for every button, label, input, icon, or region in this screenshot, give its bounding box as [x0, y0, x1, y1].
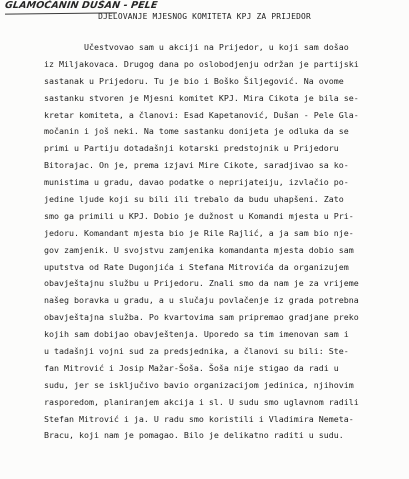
- body-line: obavještajnu službu u Prijedoru. Znali smo da nam je za vrijeme: [44, 278, 359, 289]
- body-line: u tadašnji vojni sud za predsjednika, a članovi su bili: Ste-: [44, 346, 349, 357]
- body-line: obavještajna služba. Po kvartovima sam pripremao gradjane preko: [44, 312, 359, 323]
- body-line: smo ga primili u KPJ. Dobio je dužnost u Komandi mjesta u Pri-: [44, 210, 354, 221]
- body-line: jedoru. Komandant mjesta bio je Rile Rajlić, a ja sam bio nje-: [44, 227, 354, 238]
- document-body: [44, 39, 404, 444]
- body-line: sastanku stvoren je Mjesni komitet KPJ. Mira Cikota je bila se-: [44, 92, 359, 103]
- document-title: DJELOVANJE MJESNOG KOMITETA KPJ ZA PRIJEDOR: [98, 12, 311, 21]
- body-line: Učestvovao sam u akciji na Prijedor, u koji sam došao: [44, 42, 349, 52]
- body-line: Stefan Mitrović i ja. U radu smo koristili i Vladimira Nemeta-: [44, 413, 354, 424]
- body-line: uputstva od Rate Dugonjića i Stefana Mitrovića da organizujem: [44, 261, 349, 272]
- body-line: našeg boravka u gradu, a u slučaju povlačenje iz grada potrebna: [44, 295, 359, 306]
- body-line: močanin i još neki. Na tome sastanku donijeta je odluka da se: [44, 126, 349, 137]
- body-line: kojih sam dobijao obavještenja. Uporedo sa tim imenovan sam i: [44, 329, 349, 340]
- body-line: munistima u gradu, davao podatke o neprijateiju, izvlačio po-: [44, 177, 349, 188]
- body-line: sastanak u Prijedoru. Tu je bio i Boško Šiljegović. Na ovome: [44, 75, 344, 86]
- body-line: Bitorajac. On je, prema izjavi Mire Cikote, saradjivao sa ko-: [44, 160, 349, 171]
- body-line: primi u Partiju dotadašnji kotarski predstojnik u Prijedoru: [44, 143, 339, 154]
- body-line: fan Mitrović i Josip Mažar-Šoša. Šoša nije stigao da radi u: [44, 362, 339, 373]
- body-line: Bracu, koji nam je pomagao. Bilo je delikatno raditi u sudu.: [44, 430, 344, 441]
- body-line: rasporedom, planiranjem akcija i sl. U sudu smo uglavnom radili: [44, 396, 359, 407]
- body-line: iz Miljakovaca. Drugog dana po oslobodjenju održan je partijski: [44, 58, 359, 69]
- body-line: sudu, jer se isključivo bavio organizacijom jedinica, njihovim: [44, 379, 354, 390]
- handwritten-author-name: GLAMOČANIN DUŠAN - PELE: [4, 0, 159, 11]
- body-line: gov zamjenik. U svojstvu zamjenika komandanta mjesta dobio sam: [44, 244, 354, 255]
- body-line: kretar komiteta, a članovi: Esad Kapetanović, Dušan - Pele Gla-: [44, 109, 359, 120]
- body-line: jedine ljude koji su bili ili trebalo da budu uhapšeni. Zato: [44, 194, 344, 205]
